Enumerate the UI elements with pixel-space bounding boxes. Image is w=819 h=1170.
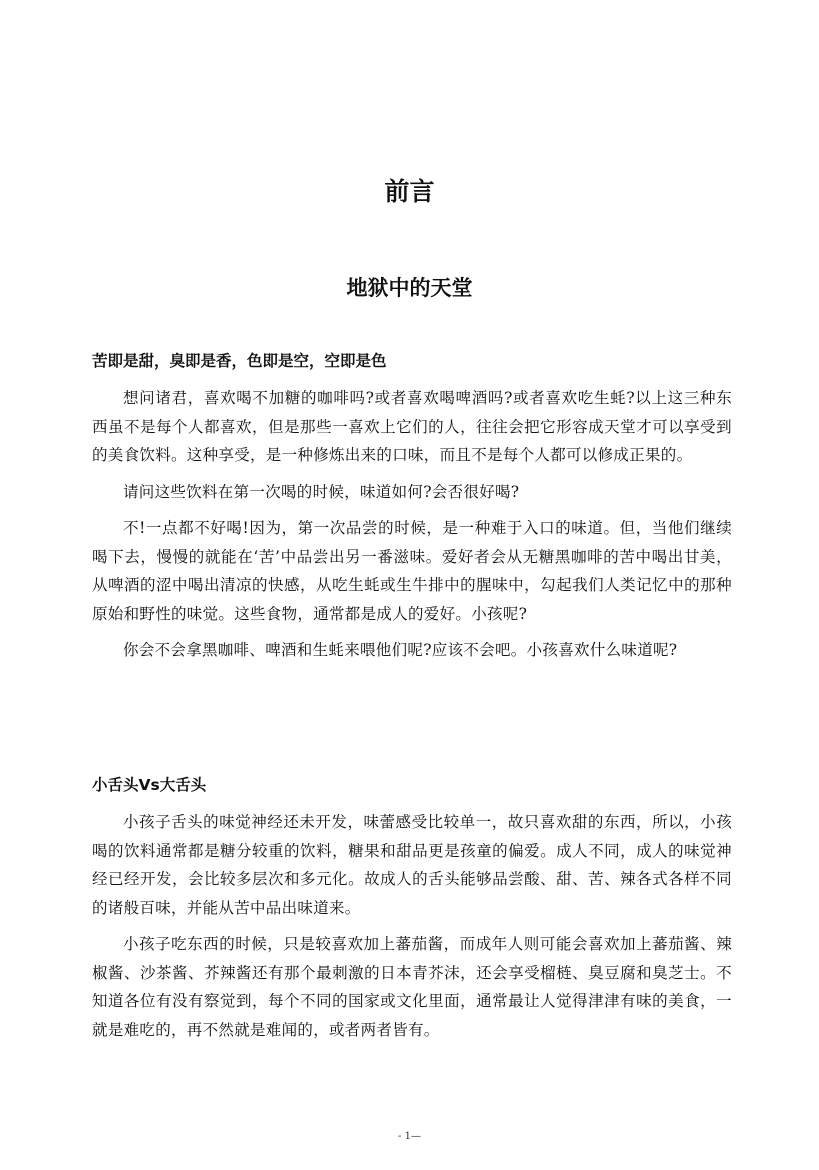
section-heading: 小舌头Vs大舌头 (92, 776, 207, 794)
paragraph: 不!一点都不好喝!因为，第一次品尝的时候，是一种难于入口的味道。但，当他们继续喝下去，慢慢的就能在‘苦’中品尝出另一番滋味。爱好者会从无糖黑咖啡的苦中喝出甘美，从啤酒的涩中喝出清凉的快感，从吃生蚝或生牛排中的腥味中，勾起我们人类记忆中的那种原始和野性的味觉。这些食物，通常都是成人的爱好。小孩呢? (92, 519, 732, 623)
page-number: - 1— (398, 1131, 421, 1142)
section-1 (92, 350, 732, 673)
page-subtitle: 地狱中的天堂 (346, 276, 473, 300)
paragraph: 想问诸君，喜欢喝不加糖的咖啡吗?或者喜欢喝啤酒吗?或者喜欢吃生蚝?以上这三种东西虽不是每个人都喜欢，但是那些一喜欢上它们的人，往往会把它形容成天堂才可以享受到的美食饮料。这种享受，是一种修炼出来的口味，而且不是每个人都可以修成正果的。 (92, 389, 732, 464)
page-title: 前言 (384, 177, 435, 206)
section-2 (92, 774, 732, 1052)
section-heading: 苦即是甜，臭即是香，色即是空，空即是色 (92, 352, 387, 370)
paragraph: 小孩子舌头的味觉神经还未开发，味蕾感受比较单一，故只喜欢甜的东西，所以，小孩喝的饮料通常都是糖分较重的饮料，糖果和甜品更是孩童的偏爱。成人不同，成人的味觉神经已经开发，会比较多层次和多元化。故成人的舌头能够品尝酸、甜、苦、辣各式各样不同的诸般百味，并能从苦中品出味道来。 (92, 813, 732, 917)
paragraph: 请问这些饮料在第一次喝的时候，味道如何?会否很好喝? (123, 482, 520, 501)
paragraph: 你会不会拿黑咖啡、啤酒和生蚝来喂他们呢?应该不会吧。小孩喜欢什么味道呢? (123, 641, 678, 659)
paragraph: 小孩子吃东西的时候，只是较喜欢加上蕃茄酱，而成年人则可能会喜欢加上蕃茄酱、辣椒酱、沙茶酱、芥辣酱还有那个最刺激的日本青芥沫，还会享受榴梿、臭豆腐和臭芝士。不知道各位有没有察觉到，每个不同的国家或文化里面，通常最让人觉得津津有味的美食，一就是难吃的，再不然就是难闻的，或者两者皆有。 (92, 935, 732, 1039)
